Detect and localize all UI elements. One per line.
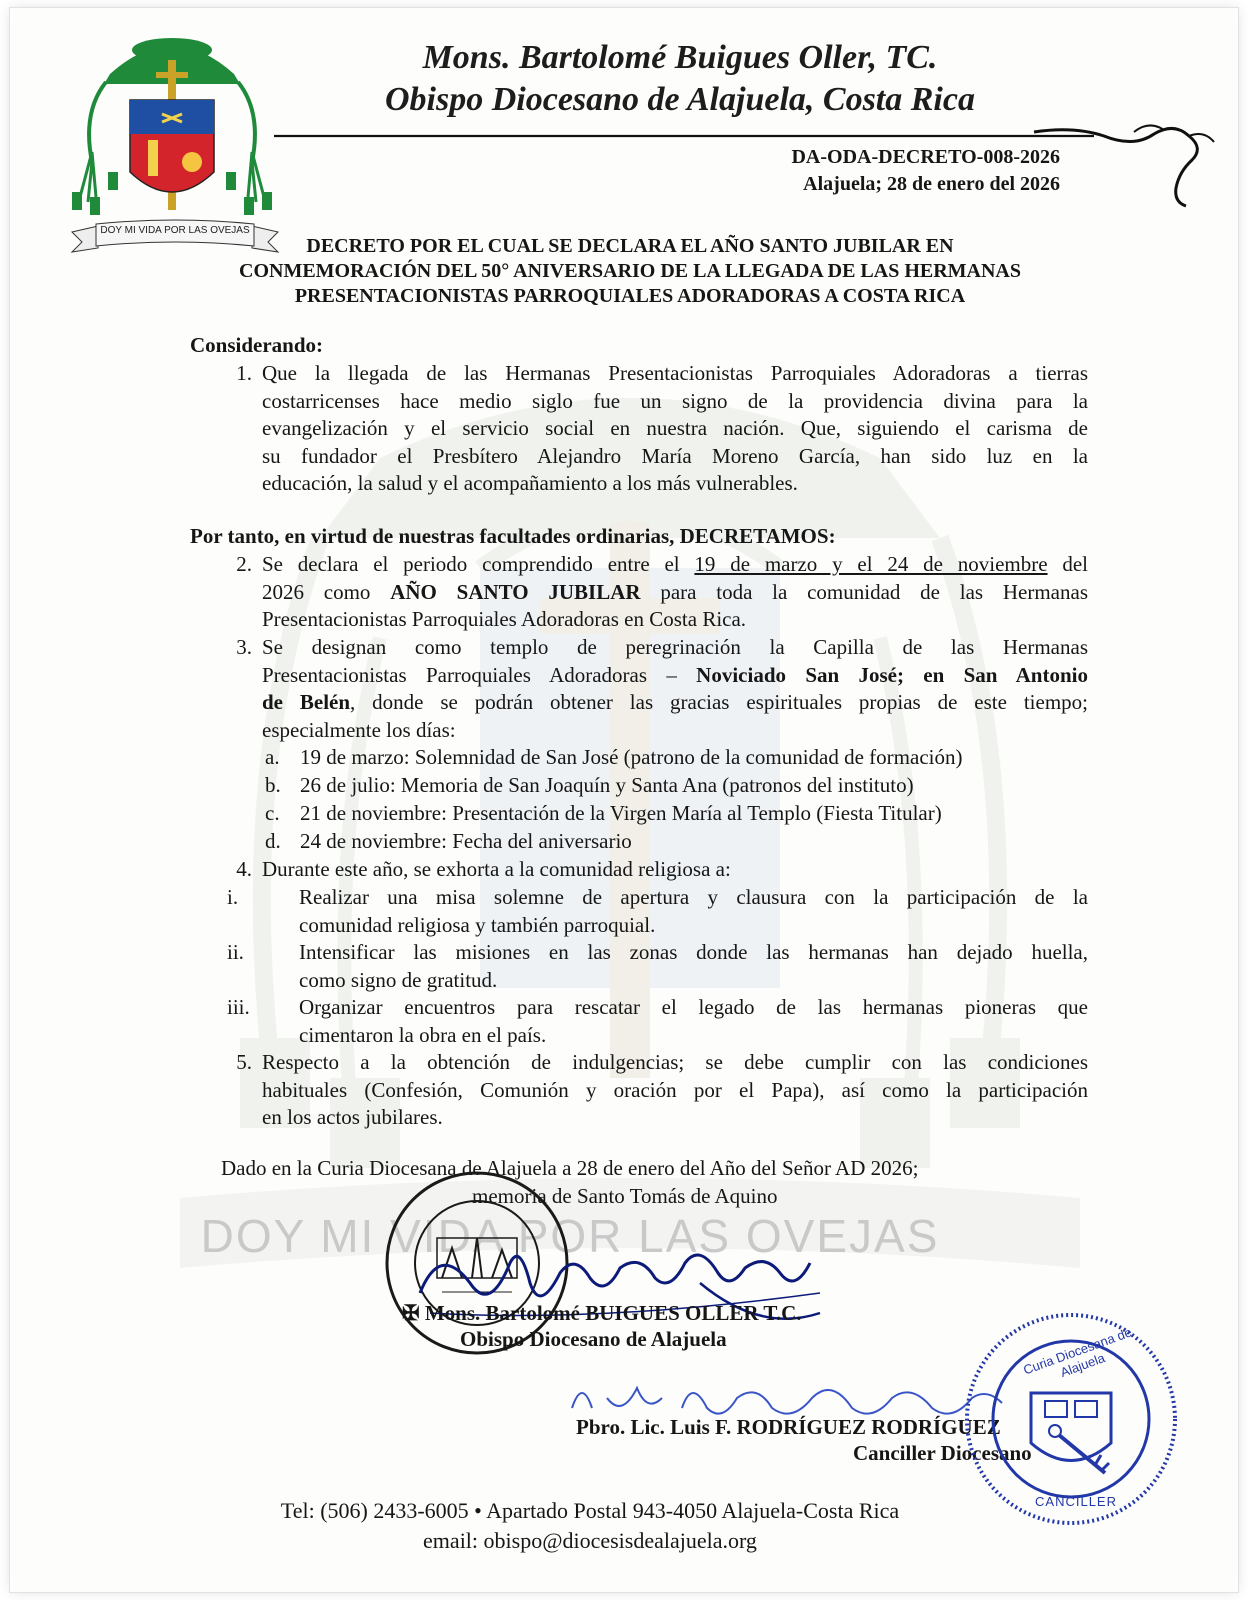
closing-line2: memoria de Santo Tomás de Aquino <box>472 1184 778 1208</box>
paragraph-line: Durante este año, se exhorta a la comunidad religiosa a: <box>262 857 731 881</box>
item-number-2: 2. <box>236 552 252 576</box>
decree-item-3 <box>262 634 1088 744</box>
exhortation-label: iii. <box>227 995 250 1019</box>
exhortation-label: i. <box>227 885 239 909</box>
item-number-1: 1. <box>236 361 252 385</box>
text-span: para toda la comunidad de las Hermanas <box>640 579 1088 604</box>
motto-text: DOY MI VIDA POR LAS OVEJAS <box>100 225 250 236</box>
day-text: 26 de julio: Memoria de San Joaquín y Santa Ana (patronos del instituto) <box>300 773 914 797</box>
text-span: 2026 como <box>262 579 391 604</box>
decree-item-5 <box>262 1049 1088 1132</box>
text-span: Presentacionistas Parroquiales Adoradoras – <box>262 662 697 687</box>
item-number-3: 3. <box>236 635 252 659</box>
day-label: a. <box>265 745 280 769</box>
footer-email: email: obispo@diocesisdealajuela.org <box>423 1528 757 1553</box>
paragraph-line <box>262 579 1088 607</box>
paragraph-line <box>262 689 1088 717</box>
paragraph-line: educación, la salud y el acompañamiento a los más vulnerables. <box>262 471 798 495</box>
paragraph-line: especialmente los días: <box>262 717 456 742</box>
considering-heading: Considerando: <box>190 333 324 357</box>
footer-contact: Tel: (506) 2433-6005 • Apartado Postal 943-4050 Alajuela-Costa Rica <box>280 1498 900 1523</box>
exhortation-label: ii. <box>227 940 244 964</box>
underlined-dates: 19 de marzo y el 24 de noviembre <box>694 552 1048 576</box>
paragraph-line: Que la llegada de las Hermanas Presentacionistas Parroquiales Adoradoras a tierras <box>262 361 1088 385</box>
item-number-4: 4. <box>236 857 252 881</box>
day-text: 24 de noviembre: Fecha del aniversario <box>300 829 632 853</box>
exhortation-text <box>299 994 1088 1049</box>
decree-item-4 <box>262 856 1088 884</box>
exhortation-text <box>299 884 1088 939</box>
paragraph-line: comunidad religiosa y también parroquial. <box>299 912 656 937</box>
paragraph-line: cimentaron la obra en el país. <box>299 1022 547 1047</box>
decree-title-line2: CONMEMORACIÓN DEL 50° ANIVERSARIO DE LA LLEGADA DE LAS HERMANAS <box>239 260 1021 282</box>
closing-line1: Dado en la Curia Diocesana de Alajuela a 28 de enero del Año del Señor AD 2026; <box>221 1156 919 1180</box>
day-label: d. <box>265 829 281 853</box>
paragraph-line: en los actos jubilares. <box>262 1105 443 1129</box>
decree-item-2 <box>262 551 1088 634</box>
bishop-signatory-title: Obispo Diocesano de Alajuela <box>460 1327 727 1351</box>
exhortation-text <box>299 939 1088 994</box>
paragraph-line: como signo de gratitud. <box>299 967 498 992</box>
decree-title-line3: PRESENTACIONISTAS PARROQUIALES ADORADORAS A COSTA RICA <box>294 285 966 307</box>
bold-text: de Belén <box>262 690 351 714</box>
paragraph-line: Respecto a la obtención de indulgencias; se debe cumplir con las condiciones <box>262 1050 1088 1074</box>
considering-item-1 <box>262 360 1088 498</box>
curia-seal-text: Curia Diocesana de Alajuela <box>1021 1324 1134 1381</box>
day-text: 21 de noviembre: Presentación de la Virgen María al Templo (Fiesta Titular) <box>300 801 942 825</box>
paragraph-line: Se designan como templo de peregrinación la Capilla de las Hermanas <box>262 635 1088 659</box>
header-title-line2: Obispo Diocesano de Alajuela, Costa Rica <box>385 81 975 118</box>
bishop-signatory-name: ✠ Mons. Bartolomé BUIGUES OLLER T.C. <box>402 1301 802 1325</box>
day-label: c. <box>265 801 280 825</box>
place-date: Alajuela; 28 de enero del 2026 <box>803 173 1060 195</box>
paragraph-line: Organizar encuentros para rescatar el legado de las hermanas pioneras que <box>299 995 1088 1019</box>
item-number-5: 5. <box>236 1050 252 1074</box>
text-span: del <box>1047 552 1088 576</box>
paragraph-line <box>262 551 1088 579</box>
paragraph-line <box>262 662 1088 690</box>
text-span: Se declara el periodo comprendido entre el <box>262 552 695 576</box>
paragraph-line: Intensificar las misiones en las zonas donde las hermanas han dejado huella, <box>299 940 1088 964</box>
decree-title <box>180 234 1080 309</box>
text-span: , donde se podrán obtener las gracias espirituales propias de este tiempo; <box>350 690 1088 714</box>
decree-heading: Por tanto, en virtud de nuestras facultades ordinarias, DECRETAMOS: <box>190 524 836 548</box>
paragraph-line: su fundador el Presbítero Alejandro María Moreno García, han sido luz en la <box>262 443 1088 468</box>
header-title-line1: Mons. Bartolomé Buigues Oller, TC. <box>422 39 938 76</box>
day-text: 19 de marzo: Solemnidad de San José (patrono de la comunidad de formación) <box>300 745 963 769</box>
decree-reference: DA-ODA-DECRETO-008-2026 <box>791 146 1060 168</box>
document-page <box>10 8 1238 1592</box>
paragraph-line: evangelización y el servicio social en nuestra nación. Que, siguiendo el carisma de <box>262 416 1088 440</box>
day-label: b. <box>265 773 281 797</box>
decree-title-line1: DECRETO POR EL CUAL SE DECLARA EL AÑO SANTO JUBILAR EN <box>306 235 954 257</box>
paragraph-line: costarricenses hace medio siglo fue un signo de la providencia divina para la <box>262 388 1088 413</box>
paragraph-line: Presentacionistas Parroquiales Adoradoras en Costa Rica. <box>262 607 747 631</box>
chancellor-signatory-name: Pbro. Lic. Luis F. RODRÍGUEZ RODRÍGUEZ <box>576 1415 1001 1439</box>
bold-text: Noviciado San José; en San Antonio <box>696 662 1088 687</box>
curia-seal-bottom-text: CANCILLER <box>1035 1494 1117 1509</box>
bold-text: AÑO SANTO JUBILAR <box>390 579 641 604</box>
watermark-motto: DOY MI VIDA POR LAS OVEJAS <box>200 1210 940 1262</box>
paragraph-line: Realizar una misa solemne de apertura y clausura con la participación de la <box>299 885 1088 909</box>
paragraph-line: habituales (Confesión, Comunión y oración por el Papa), así como la participación <box>262 1077 1088 1102</box>
chancellor-signatory-title: Canciller Diocesano <box>853 1441 1032 1465</box>
header-rule-flourish <box>274 122 1224 212</box>
